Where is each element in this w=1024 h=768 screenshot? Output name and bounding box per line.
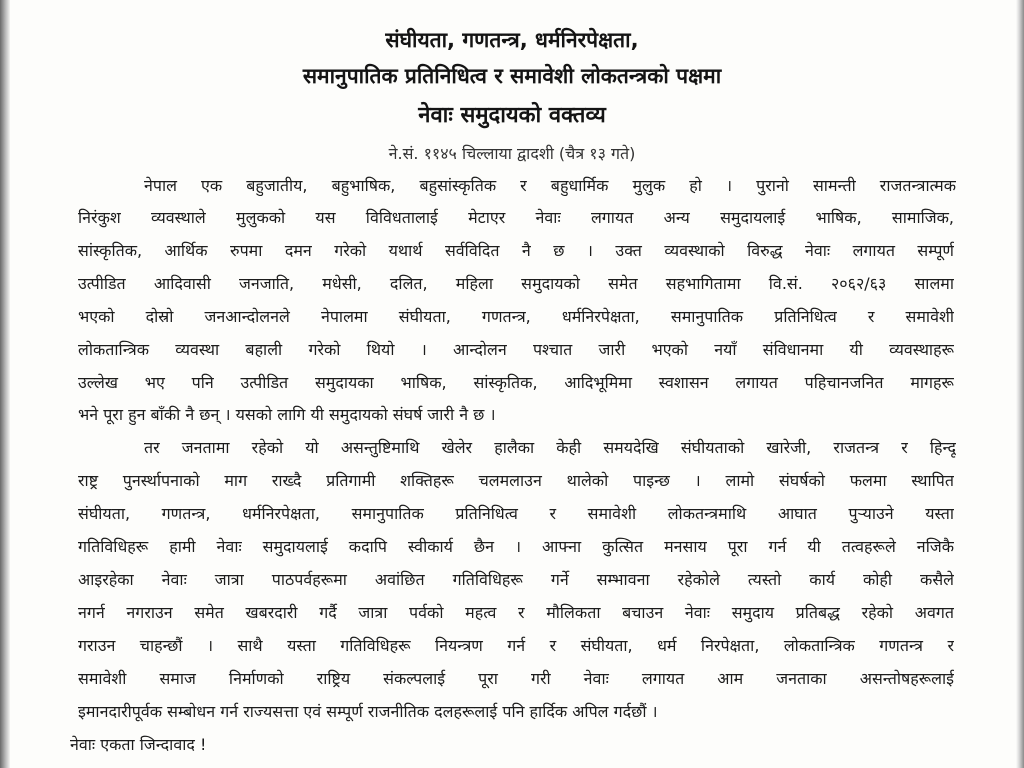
paragraph-line: भने पूरा हुन बाँकी नै छन् । यसको लागि यी समुदायको संघर्ष जारी नै छ । — [78, 405, 496, 424]
paragraph-line: लोकतान्त्रिक व्यवस्था बहाली गरेको थियो । आन्दोलन पश्चात जारी भएको नयाँ संविधानमा यी व्यवस्थाहरू — [78, 340, 954, 359]
paragraph-line: समावेशी समाज निर्माणको राष्ट्रिय संकल्पलाई पूरा गरी नेवाः लगायत आम जनताका असन्तोषहरूलाई — [78, 669, 954, 688]
paragraph-line: सांस्कृतिक, आर्थिक रुपमा दमन गरेको यथार्थ सर्वविदित नै छ । उक्त व्यवस्थाको विरुद्ध नेवाः लगायत सम्पूर्ण — [78, 241, 954, 260]
closing-slogan: नेवाः एकता जिन्दावाद ! — [70, 735, 207, 754]
paragraph-line: तर जनतामा रहेको यो असन्तुष्टिमाथि खेलेर हालैका केही समयदेखि संघीयताको खारेजी, राजतन्त्र र हिन्दू — [144, 438, 956, 457]
paragraph-line: नगर्न नगराउन समेत खबरदारी गर्दै जात्रा पर्वको महत्व र मौलिकता बचाउन नेवाः समुदाय प्रतिबद्ध रहेको अवगत — [78, 603, 954, 622]
paragraph-line: गराउन चाहन्छौं । साथै यस्ता गतिविधिहरू नियन्त्रण गर्न र संघीयता, धर्म निरपेक्षता, लोकतान्त्रिक गणतन्त्र र — [78, 636, 954, 655]
paragraph-line: उत्पीडित आदिवासी जनजाति, मधेसी, दलित, महिला समुदायको समेत सहभागितामा वि.सं. २०६२/६३ सालमा — [78, 274, 954, 293]
paragraph-line: उल्लेख भए पनि उत्पीडित समुदायका भाषिक, सांस्कृतिक, आदिभूमिमा स्वशासन लगायत पहिचानजनित मागहरू — [78, 373, 954, 392]
paragraph-line: गतिविधिहरू हामी नेवाः समुदायलाई कदापि स्वीकार्य छैन । आफ्ना कुत्सित मनसाय पूरा गर्न यी तत्वहरूले नजिकै — [78, 537, 954, 556]
paragraph-line: आइरहेका नेवाः जात्रा पाठपर्वहरूमा अवांछित गतिविधिहरू गर्ने सम्भावना रहेकोले त्यस्तो कार्य कोही कसैले — [78, 570, 954, 589]
title-line-3: नेवाः समुदायको वक्तव्य — [418, 103, 606, 128]
title-line-1: संघीयता, गणतन्त्र, धर्मनिरपेक्षता, — [385, 28, 639, 52]
paragraph-line: नेपाल एक बहुजातीय, बहुभाषिक, बहुसांस्कृतिक र बहुधार्मिक मुलुक हो । पुरानो सामन्ती राजतन्त्रात्मक — [144, 176, 956, 195]
paragraph-line: राष्ट्र पुनर्स्थापनाको माग राख्दै प्रतिगामी शक्तिहरू चलमलाउन थालेको पाइन्छ । लामो संघर्षको फलमा स्थापित — [78, 471, 954, 490]
paragraph-line: भएको दोस्रो जनआन्दोलनले नेपालमा संघीयता, गणतन्त्र, धर्मनिरपेक्षता, समानुपातिक प्रतिनिधित्व र समावेशी — [78, 307, 954, 326]
dateline: ने.सं. ११४५ चिल्लाया द्वादशी (चैत्र १३ गते) — [388, 144, 636, 163]
paragraph-line: संघीयता, गणतन्त्र, धर्मनिरपेक्षता, समानुपातिक प्रतिनिधित्व र समावेशी लोकतन्त्रमाथि आघात पुर्‍याउने यस्ता — [78, 504, 954, 523]
paragraph-line: इमानदारीपूर्वक सम्बोधन गर्न राज्यसत्ता एवं सम्पूर्ण राजनीतिक दलहरूलाई पनि हार्दिक अपिल गर्दछौं । — [78, 702, 658, 721]
title-line-2: समानुपातिक प्रतिनिधित्व र समावेशी लोकतन्त्रको पक्षमा — [302, 64, 722, 88]
paragraph-line: निरंकुश व्यवस्थाले मुलुकको यस विविधतालाई मेटाएर नेवाः लगायत अन्य समुदायलाई भाषिक, सामाजिक, — [78, 208, 954, 227]
